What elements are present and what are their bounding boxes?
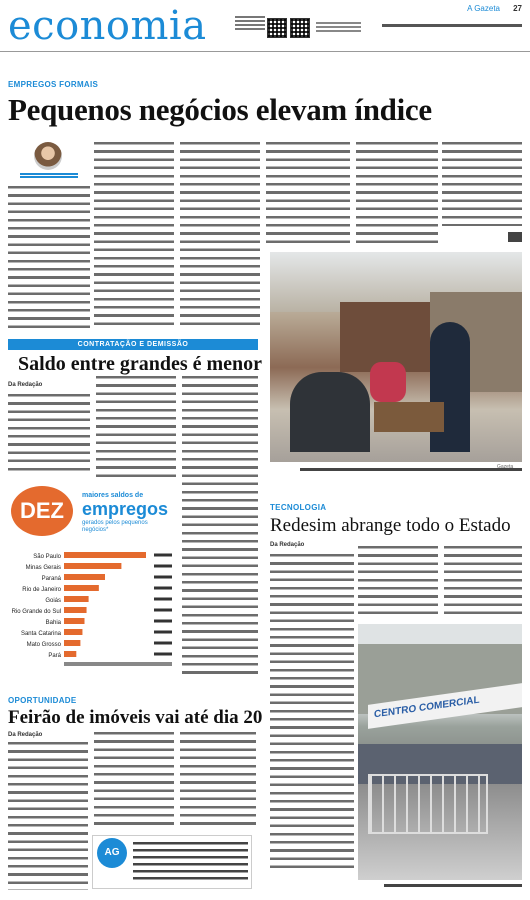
author-name-line <box>20 173 78 179</box>
chart-bar <box>64 596 89 602</box>
chart-footer-bar <box>64 662 172 666</box>
infographic <box>8 486 176 670</box>
chart-value-label <box>154 631 172 634</box>
lead-kicker: EMPREGOS FORMAIS <box>8 80 99 89</box>
feirao-text-col-1 <box>8 742 88 890</box>
author-avatar <box>34 142 62 170</box>
secondary-headline: Saldo entre grandes é menor <box>18 353 263 375</box>
chart-value-label <box>154 554 172 557</box>
infographic-title-top: maiores saldos de <box>82 492 144 499</box>
tecnologia-text-col-2 <box>358 546 438 616</box>
lead-photo <box>270 252 522 462</box>
chart-category-label: Goiás <box>45 598 61 604</box>
qr-code-icon[interactable] <box>267 18 287 38</box>
chart-bar <box>64 640 80 646</box>
chart-bar <box>64 607 87 613</box>
lead-headline: Pequenos negócios elevam índice <box>8 92 432 127</box>
chart-category-label: Santa Catarina <box>20 631 61 637</box>
chart-bar <box>64 629 82 635</box>
chart-category-label: São Paulo <box>33 554 61 560</box>
chart-value-label <box>154 598 172 601</box>
infographic-title-bottom: gerados pelos pequenos negócios* <box>82 520 148 533</box>
lead-text-col-3 <box>180 142 260 328</box>
chart-category-label: Paraná <box>41 576 61 582</box>
lead-small-icon <box>508 232 522 242</box>
chart-value-label <box>154 653 172 656</box>
chart-category-label: Minas Gerais <box>25 565 61 571</box>
chart-bar <box>64 585 99 591</box>
qr-code-icon[interactable] <box>290 18 310 38</box>
tecnologia-text-col-3 <box>444 546 522 616</box>
chart-category-label: Rio de Janeiro <box>22 587 61 593</box>
promo-box[interactable] <box>92 835 252 889</box>
promo-text <box>133 842 248 882</box>
chart-bar <box>64 574 105 580</box>
secondary-text-col-2 <box>96 376 176 482</box>
chart-bar <box>64 563 121 569</box>
section-title: economia <box>8 3 207 49</box>
lead-text-col-4 <box>266 142 350 246</box>
lead-text-col-6 <box>442 142 522 226</box>
infographic-title-main: empregos <box>82 499 169 519</box>
chart-value-label <box>154 609 172 612</box>
lead-text-col-1 <box>8 186 90 328</box>
tecnologia-headline: Redesim abrange todo o Estado <box>270 515 511 536</box>
chart-category-label: Bahia <box>45 620 61 626</box>
tecnologia-kicker: TECNOLOGIA <box>270 503 327 512</box>
header-note <box>316 22 361 34</box>
paper-name: A Gazeta <box>467 4 500 13</box>
lead-photo-credit: Gazeta <box>497 464 514 470</box>
tecnologia-text-col-1 <box>270 554 354 874</box>
chart-value-label <box>154 587 172 590</box>
lead-text-col-2 <box>94 142 174 328</box>
chart-bar <box>64 618 85 624</box>
lead-text-col-5 <box>356 142 438 246</box>
lead-photo-caption <box>300 468 522 471</box>
chart-bar <box>64 651 76 657</box>
chart-category-label: Pará <box>48 653 61 659</box>
page-header <box>0 0 530 52</box>
feirao-text-col-2 <box>94 732 174 828</box>
chart-value-label <box>154 620 172 623</box>
header-blurb <box>235 16 265 30</box>
feirao-byline: Da Redação <box>8 732 43 738</box>
header-date-line <box>382 24 522 27</box>
chart-value-label <box>154 565 172 568</box>
app-icon: AG <box>97 838 127 868</box>
feirao-kicker: OPORTUNIDADE <box>8 696 77 705</box>
chart-bar <box>64 552 146 558</box>
page-number: 27 <box>513 4 522 13</box>
tecnologia-photo <box>358 624 522 880</box>
chart-category-label: Mato Grosso <box>26 642 61 648</box>
secondary-text-col-3 <box>182 376 258 674</box>
infographic-badge: DEZ <box>11 486 73 536</box>
feirao-text-col-3 <box>180 732 256 828</box>
tecnologia-photo-caption <box>384 884 522 887</box>
tecnologia-byline: Da Redação <box>270 542 305 548</box>
chart-category-label: Rio Grande do Sul <box>11 609 61 615</box>
secondary-text-col-1 <box>8 394 90 474</box>
tecnologia-photo-sign: CENTRO COMERCIAL <box>374 694 480 721</box>
chart-value-label <box>154 642 172 645</box>
chart-value-label <box>154 576 172 579</box>
infographic-bar-chart <box>8 548 176 668</box>
secondary-section-bar: CONTRATAÇÃO E DEMISSÃO <box>8 339 258 350</box>
secondary-byline: Da Redação <box>8 382 43 388</box>
feirao-headline: Feirão de imóveis vai até dia 20 <box>8 707 263 728</box>
